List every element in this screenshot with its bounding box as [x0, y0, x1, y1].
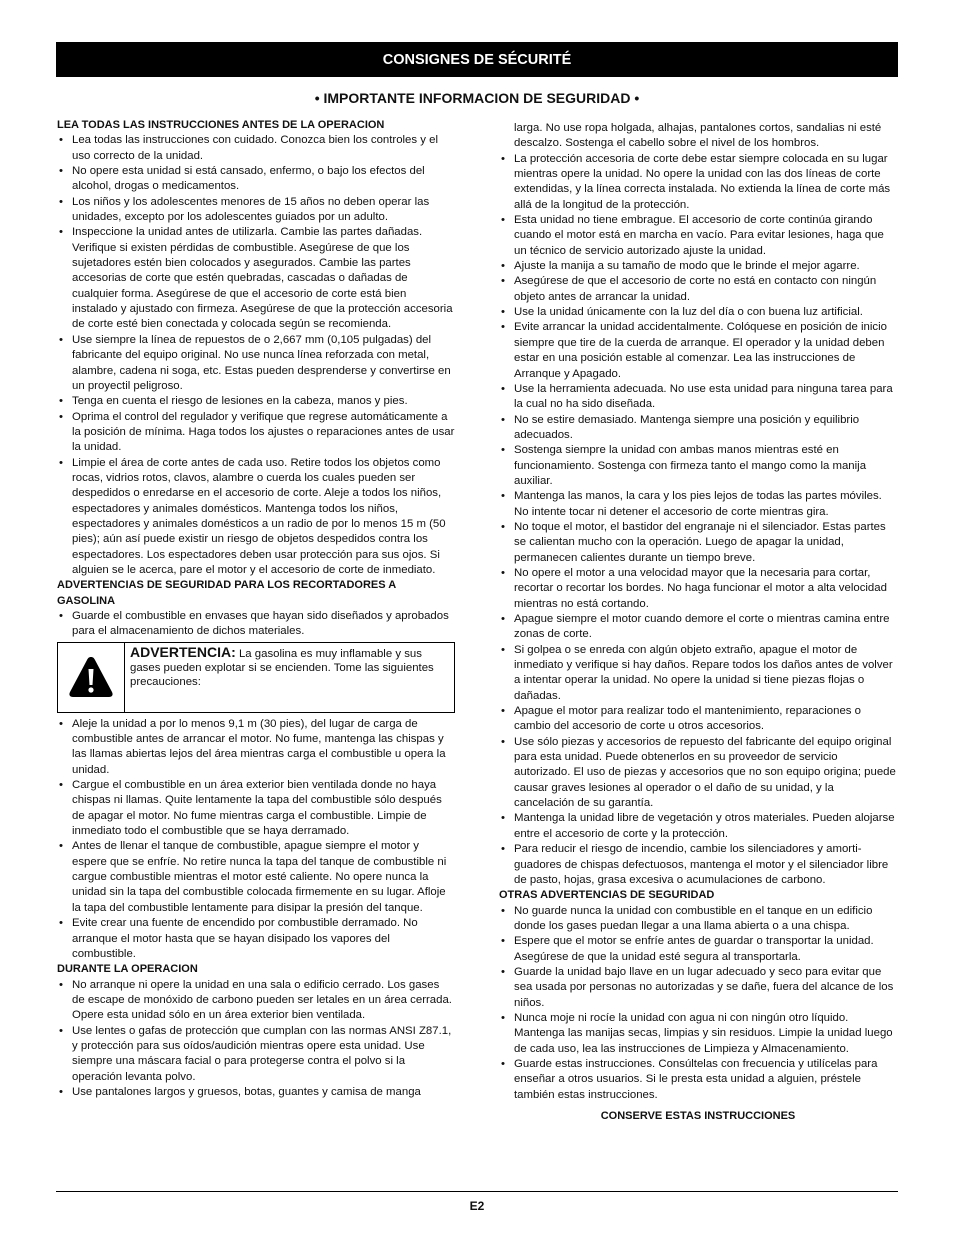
warning-title: ADVERTENCIA:: [130, 643, 236, 660]
list-item: • Use la herramienta adecuada. No use esta unidad para ninguna tarea para la cual no ha sido diseñada.: [499, 382, 897, 413]
list-item: • Esta unidad no tiene embrague. El accesorio de corte continúa girando cuando el motor está en marcha en vacío. Para evitar lesiones, haga que un técnico de servicio autorizado ajuste la unidad.: [499, 213, 897, 259]
list-item: • Espere que el motor se enfríe antes de guardar o transportar la unidad. Asegúrese de que la unidad esté segura al transportarla.: [499, 934, 897, 965]
list-item: • No toque el motor, el bastidor del engranaje ni el silenciador. Estas partes se calientan mucho con la operación. Luego de apagar la unidad, permanecen calientes durante un tiempo breve.: [499, 520, 897, 566]
continued-item: [499, 121, 897, 152]
bullet-list: [499, 904, 897, 1103]
list-item: • No arranque ni opere la unidad en una sala o edificio cerrado. Los gases de escape de monóxido de carbono pueden ser letales en un área cerrada. Opere esta unidad sólo en un área exterior bien ventilada.: [57, 978, 455, 1024]
list-item: • No guarde nunca la unidad con combustible en el tanque en un edificio donde los gases puedan llegar a una llama abierta o a una chispa.: [499, 904, 897, 935]
bullet-list: [57, 609, 455, 640]
list-item: • Apague siempre el motor cuando demore el corte o mientras camina entre zonas de corte.: [499, 612, 897, 643]
list-item: • Ajuste la manija a su tamaño de modo que le brinde el mejor agarre.: [499, 259, 897, 274]
list-item: • Use la unidad únicamente con la luz del día o con buena luz artificial.: [499, 305, 897, 320]
list-item: • Cargue el combustible en un área exterior bien ventilada donde no haya chispas ni llamas. Quite lentamente la tapa del combustible sólo después de apagar el motor. No fume mientras carga el combustible. Limpie de inmediato todo el combustible que se haya derramado.: [57, 778, 455, 839]
list-item: • Evite arrancar la unidad accidentalmente. Colóquese en posición de inicio siempre que tire de la cuerda de arranque. El operador y la unidad deben estar en una posición estable al comenzar. Lea las instrucciones de Arranque y Apagado.: [499, 320, 897, 381]
warning-text: [130, 645, 448, 689]
list-item: • No opere esta unidad si está cansado, enfermo, o bajo los efectos del alcohol, drogas o medicamentos.: [57, 164, 455, 195]
list-item: • Lea todas las instrucciones con cuidado. Conozca bien los controles y el uso correcto de la unidad.: [57, 133, 455, 164]
bullet-list: [499, 152, 897, 889]
conserve-instructions-note: CONSERVE ESTAS INSTRUCCIONES: [600, 1110, 796, 1122]
list-item: • Guarde la unidad bajo llave en un lugar adecuado y seco para evitar que sea usada por personas no autorizadas y se dañe, fuera del alcance de los niños.: [499, 965, 897, 1011]
page-title: • IMPORTANTE INFORMACION DE SEGURIDAD •: [314, 90, 640, 106]
list-item: • Los niños y los adolescentes menores de 15 años no deben operar las unidades, excepto por los adolescentes guiados por un adulto.: [57, 195, 455, 226]
section-heading: LEA TODAS LAS INSTRUCCIONES ANTES DE LA OPERACION: [57, 119, 385, 131]
list-item: • Mantenga la unidad libre de vegetación y otros materiales. Pueden alojarse entre el accesorio de corte y la protección.: [499, 811, 897, 842]
warning-body: La gasolina es muy inflamable y sus gases pueden explotar si se encienden. Tome las siguientes precauciones:: [130, 647, 434, 688]
right-column: [499, 121, 897, 1124]
list-item: • La protección accesoria de corte debe estar siempre colocada en su lugar mientras opere la unidad. No opere la unidad con las dos líneas de corte extendidas, y la línea correcta instalada. No extienda la línea de corte más allá de la longitud de la protección.: [499, 152, 897, 213]
left-column: [57, 118, 455, 1100]
list-item: • Evite crear una fuente de encendido por combustible derramado. No arranque el motor hasta que se hayan disipado los vapores del combustible.: [57, 916, 455, 962]
section-heading: ADVERTENCIAS DE SEGURIDAD PARA LOS RECORTADORES A GASOLINA: [57, 579, 396, 607]
list-item: • Sostenga siempre la unidad con ambas manos mientras esté en funcionamiento. Sostenga con firmeza tanto el mango como la manija auxiliar.: [499, 443, 897, 489]
list-item: • Antes de llenar el tanque de combustible, apague siempre el motor y espere que se enfríe. No retire nunca la tapa del tanque de combustible ni cargue combustible mientras el motor esté caliente. No opere nunca la unidad sin la tapa del combustible colocada firmemente en su lugar. Afloje la tapa del combustible lentamente para disipar la presión del tanque.: [57, 839, 455, 916]
list-item: • Use pantalones largos y gruesos, botas, guantes y camisa de manga: [57, 1085, 455, 1100]
list-item: • Mantenga las manos, la cara y los pies lejos de todas las partes móviles. No intente tocar ni detener el accesorio de corte mientras gira.: [499, 489, 897, 520]
list-item: • Si golpea o se enreda con algún objeto extraño, apague el motor de inmediato y verifique si hay daños. Repare todos los daños antes de volver a intentar operar la unidad. No opere la unidad si tiene piezas flojas o dañadas.: [499, 643, 897, 704]
section-heading: DURANTE LA OPERACION: [57, 963, 198, 976]
page-number: E2: [469, 1199, 485, 1213]
list-item: • Guarde estas instrucciones. Consúltelas con frecuencia y utilícelas para enseñar a otros usuarios. Si le presta esta unidad a alguien, préstele también estas instrucciones.: [499, 1057, 897, 1103]
list-item: • Use sólo piezas y accesorios de repuesto del fabricante del equipo original para esta unidad. Puede obtenerlos en su proveedor de servicio autorizado. El uso de piezas y accesorios que no son equipo origina; puede causar graves lesiones al operador o el daño de su unidad, y la cancelación de su garantía.: [499, 735, 897, 812]
list-item: • Limpie el área de corte antes de cada uso. Retire todos los objetos como rocas, vidrios rotos, clavos, alambre o cuerda los cuales pueden ser despedidos o enredarse en el accesorio de corte. Aleje a todos los niños, espectadores y animales domésticos. Mantenga todos los niños, espectadores y animales domésticos a un radio de por lo menos 15 m (50 pies); aún así puede existir un riesgo de objetos despedidos contra los espectadores. Los espectadores deben usar protección para sus ojos. Si alguien se le acerca, pare el motor y el accesorio de corte de inmediato.: [57, 456, 455, 579]
list-item: • Nunca moje ni rocíe la unidad con agua ni con ningún otro líquido. Mantenga las manijas secas, limpias y sin residuos. Limpie la unidad luego de cada uso, lea las instrucciones de Limpieza y Almacenamiento.: [499, 1011, 897, 1057]
warning-box: [57, 642, 455, 713]
list-item: • Asegúrese de que el accesorio de corte no está en contacto con ningún objeto antes de arrancar la unidad.: [499, 274, 897, 305]
list-item: • Guarde el combustible en envases que hayan sido diseñados y aprobados para el almacenamiento de dichos materiales.: [57, 609, 455, 640]
section-heading: OTRAS ADVERTENCIAS DE SEGURIDAD: [499, 889, 715, 902]
list-item: • Para reducir el riesgo de incendio, cambie los silenciadores y amorti-guadores de chispas defectuosos, mantenga el motor y el silenciador libre de pasto, hojas, grasa excesiva o acumulaciones de carbono.: [499, 842, 897, 888]
list-item: • No se estire demasiado. Mantenga siempre una posición y equilibrio adecuados.: [499, 413, 897, 444]
section-banner: CONSIGNES DE SÉCURITÉ: [56, 42, 898, 77]
list-item: • Inspeccione la unidad antes de utilizarla. Cambie las partes dañadas. Verifique si existen pérdidas de combustible. Asegúrese de que los sujetadores estén bien colocados y asegurados. Cambie las partes accesorias de corte que estén quebradas, cascadas o dañadas de cualquier forma. Asegúrese de que el accesorio de corte está bien instalado y ajustado con firmeza. Asegúrese de que la protección accesoria de corte esté bien conectada y colocada según se recomienda.: [57, 225, 455, 332]
footer-rule: [56, 1191, 898, 1192]
bullet-list: [57, 978, 455, 1101]
list-item: • Aleje la unidad a por lo menos 9,1 m (30 pies), del lugar de carga de combustible antes de arrancar el motor. No fume, mantenga las chispas y las llamas abiertas lejos del área mientras carga el combustible u opera la unidad.: [57, 717, 455, 778]
warning-triangle-icon: [68, 655, 114, 699]
bullet-list: [57, 717, 455, 963]
warning-icon-box: [58, 643, 125, 712]
list-item: • Apague el motor para realizar todo el mantenimiento, reparaciones o cambio del accesorio de corte u otros accesorios.: [499, 704, 897, 735]
list-item: • Use siempre la línea de repuestos de o 2,667 mm (0,105 pulgadas) del fabricante del equipo original. No use nunca línea reforzada con metal, alambre, cadena ni soga, etc. Estas pueden desprenderse y convertirse en un proyectil peligroso.: [57, 333, 455, 394]
list-item: • Oprima el control del regulador y verifique que regrese automáticamente a la posición de mínima. Haga todos los ajustes o reparaciones antes de usar la unidad.: [57, 410, 455, 456]
list-item: • Use lentes o gafas de protección que cumplan con las normas ANSI Z87.1, y protección para sus oídos/audición mientras opere esta unidad. Use siempre una máscara facial o para protegerse contra el polvo si la operación levanta polvo.: [57, 1024, 455, 1085]
list-item-continued: larga. No use ropa holgada, alhajas, pantalones cortos, sandalias ni esté descalzo. Sostenga el cabello sobre el nivel de los hombros.: [514, 122, 882, 150]
list-item: • Tenga en cuenta el riesgo de lesiones en la cabeza, manos y pies.: [57, 394, 455, 409]
bullet-list: [57, 133, 455, 578]
list-item: • No opere el motor a una velocidad mayor que la necesaria para cortar, recortar o recortar los bordes. No haga funcionar el motor a alta velocidad mientras no está cortando.: [499, 566, 897, 612]
